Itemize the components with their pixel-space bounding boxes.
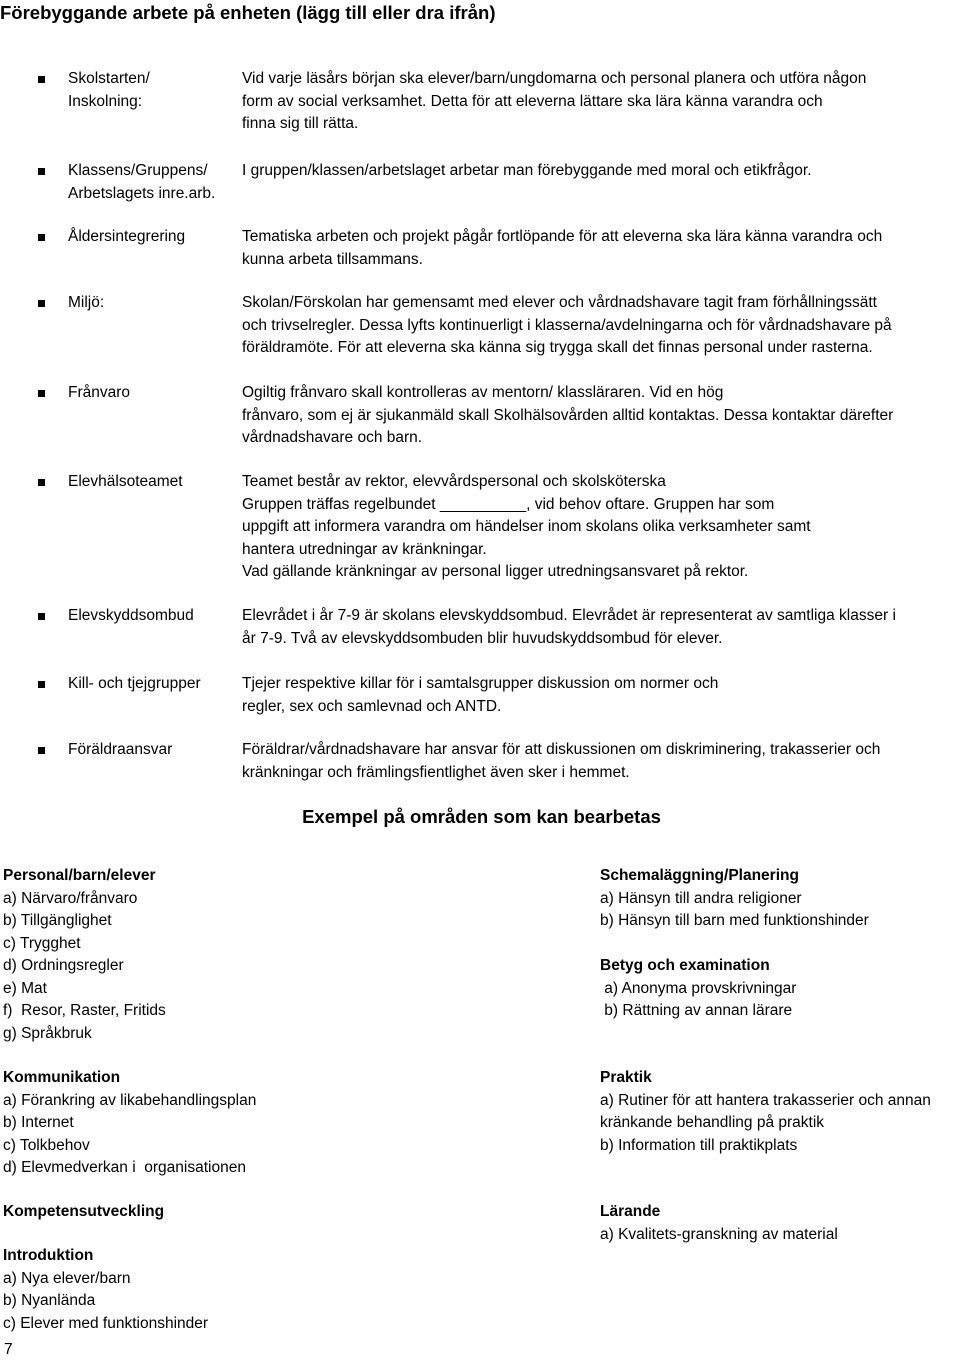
example-category — [600, 1201, 838, 1246]
example-category — [600, 865, 869, 933]
category-title: Kommunikation — [3, 1069, 121, 1086]
page-number: 7 — [4, 1341, 13, 1358]
category-item: c) Elever med funktionshinder — [3, 1314, 209, 1332]
bullet-icon — [38, 300, 45, 307]
example-category — [3, 1067, 256, 1180]
example-category — [3, 865, 166, 1045]
activity-term: Kill- och tjejgrupper — [68, 675, 201, 692]
example-category — [600, 1067, 931, 1157]
activity-description: Vid varje läsårs början ska elever/barn/ungdomarna och personal planera och utföra någon form av social verksamhet. Detta för att eleverna lättare ska lära känna varandra och finna sig till rätta. — [242, 70, 867, 132]
bullet-icon — [38, 234, 45, 241]
page-heading: Förebyggande arbete på enheten (lägg till eller dra ifrån) — [0, 2, 496, 23]
activity-term: Åldersintegrering — [68, 228, 186, 245]
bullet-icon — [38, 681, 45, 688]
category-item: d) Elevmedverkan i organisationen — [3, 1159, 246, 1176]
category-item: b) Tillgänglighet — [3, 912, 112, 929]
category-item: c) Trygghet — [3, 934, 81, 952]
bullet-icon — [38, 76, 45, 83]
category-item: c) Tolkbehov — [3, 1136, 90, 1154]
activity-term: Elevhälsoteamet — [68, 473, 183, 490]
activity-description: Elevrådet i år 7-9 är skolans elevskyddsombud. Elevrådet är representerat av samtliga klasser i år 7-9. Två av elevskyddsombuden blir huvudskyddsombud för elever. — [242, 607, 896, 647]
category-item: e) Mat — [3, 979, 47, 997]
category-item: a) Nya elever/barn — [3, 1269, 131, 1287]
category-item: f) Resor, Raster, Fritids — [3, 1002, 166, 1019]
category-item: a) Förankring av likabehandlingsplan — [3, 1091, 257, 1109]
category-title: Schemaläggning/Planering — [600, 867, 799, 884]
category-title: Kompetensutveckling — [3, 1203, 165, 1220]
activity-term: Elevskyddsombud — [68, 607, 194, 624]
example-category — [3, 1245, 208, 1335]
category-item: d) Ordningsregler — [3, 957, 124, 974]
example-category — [600, 955, 796, 1023]
category-item: kränkande behandling på praktik — [600, 1114, 825, 1131]
activity-term: Miljö: — [68, 294, 105, 311]
activity-description: Tematiska arbeten och projekt pågår fortlöpande för att eleverna ska lära känna varandra och kunna arbeta tillsammans. — [242, 228, 883, 268]
bullet-icon — [38, 390, 45, 397]
category-item: a) Hänsyn till andra religioner — [600, 889, 802, 907]
activity-term: Föräldraansvar — [68, 741, 173, 758]
category-title: Lärande — [600, 1203, 661, 1220]
activity-description: Tjejer respektive killar för i samtalsgrupper diskussion om normer och regler, sex och samlevnad och ANTD. — [242, 675, 719, 715]
activity-term: Frånvaro — [68, 384, 131, 401]
category-title: Praktik — [600, 1069, 652, 1086]
bullet-icon — [38, 479, 45, 486]
category-item: g) Språkbruk — [3, 1024, 92, 1042]
category-item: a) Närvaro/frånvaro — [3, 889, 138, 907]
activity-description: Föräldrar/vårdnadshavare har ansvar för att diskussionen om diskriminering, trakasserier och kränkningar och främlingsfientlighet även sker i hemmet. — [242, 741, 881, 781]
category-title: Introduktion — [3, 1247, 94, 1264]
category-item: b) Rättning av annan lärare — [600, 1002, 793, 1019]
category-item: b) Hänsyn till barn med funktionshinder — [600, 912, 869, 929]
bullet-icon — [38, 747, 45, 754]
activity-term: Skolstarten/ Inskolning: — [68, 70, 150, 110]
activity-description: I gruppen/klassen/arbetslaget arbetar man förebyggande med moral och etikfrågor. — [242, 162, 812, 179]
activity-description: Skolan/Förskolan har gemensamt med elever och vårdnadshavare tagit fram förhållningssätt och trivselregler. Dessa lyfts kontinuerligt i klasserna/avdelningarna och för vårdnadshavare på föräldramöte. För att eleverna ska känna sig trygga skall det finnas personal under rasterna. — [242, 294, 892, 356]
category-item: b) Information till praktikplats — [600, 1136, 798, 1154]
category-item: a) Kvalitets-granskning av material — [600, 1225, 838, 1243]
category-item: a) Rutiner för att hantera trakasserier och annan — [600, 1091, 931, 1109]
category-title: Betyg och examination — [600, 957, 770, 974]
activity-description: Ogiltig frånvaro skall kontrolleras av mentorn/ klassläraren. Vid en hög frånvaro, som ej är sjukanmäld skall Skolhälsovården alltid kontaktas. Dessa kontaktar därefter vårdnadshavare och barn. — [242, 384, 894, 446]
bullet-icon — [38, 613, 45, 620]
category-item: a) Anonyma provskrivningar — [600, 979, 797, 997]
activity-term: Klassens/Gruppens/ Arbetslagets inre.arb. — [68, 162, 216, 202]
category-item: b) Internet — [3, 1114, 74, 1131]
examples-heading: Exempel på områden som kan bearbetas — [302, 806, 661, 827]
category-title: Personal/barn/elever — [3, 867, 156, 884]
example-category — [3, 1201, 164, 1224]
bullet-icon — [38, 168, 45, 175]
activity-description: Teamet består av rektor, elevvårdspersonal och skolsköterska Gruppen träffas regelbundet __________, vid behov oftare. Gruppen har som uppgift att informera varandra om händelser inom skolans olika verksamheter samt hantera utredningar av kränkningar. Vad gällande kränkningar av personal ligger utredningsansvaret på rektor. — [242, 473, 811, 580]
category-item: b) Nyanlända — [3, 1292, 96, 1309]
